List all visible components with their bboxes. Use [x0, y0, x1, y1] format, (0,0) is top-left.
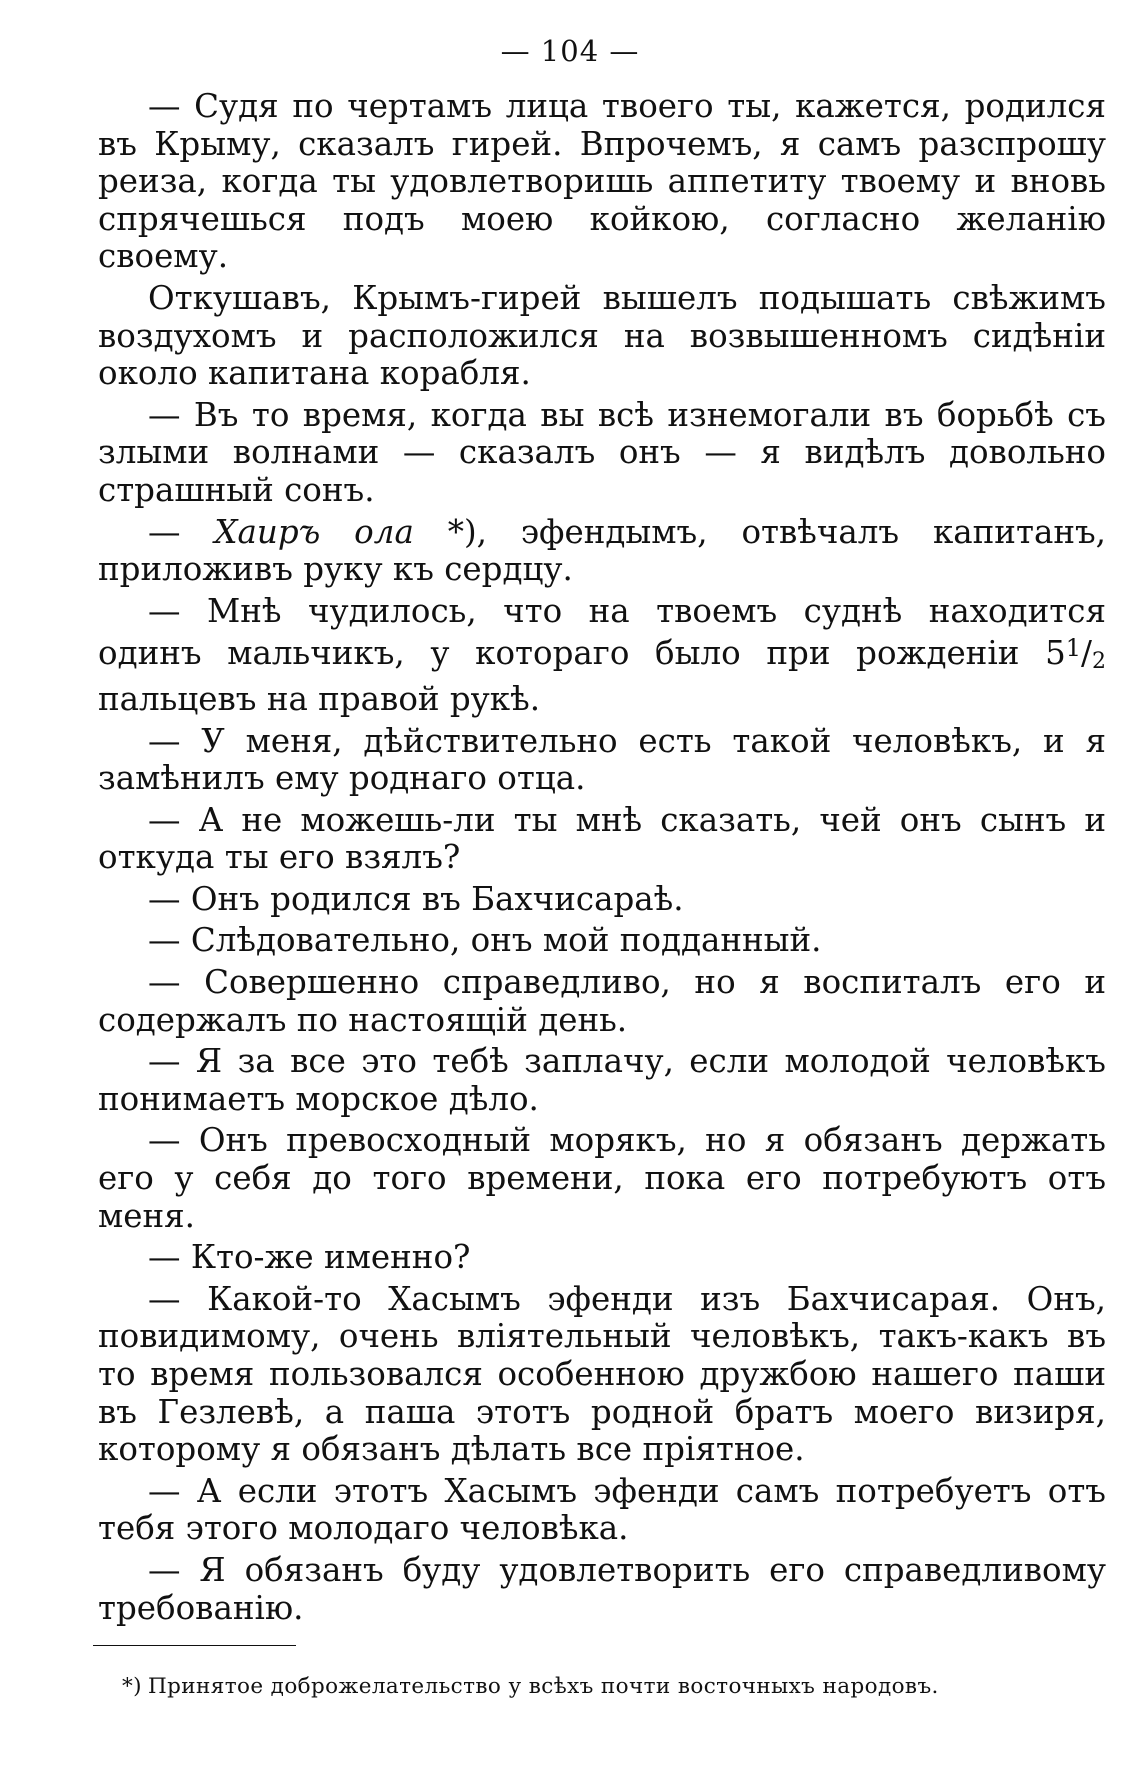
paragraph-6: — У меня, дѣйствительно есть такой человѣкъ, и я замѣнилъ ему роднаго отца.: [98, 721, 1106, 798]
paragraph-5-text: — Мнѣ чудилось, что на твоемъ суднѣ находится одинъ мальчикъ, у котораго было при рожденіи 5: [98, 591, 1106, 673]
paragraph-5: [98, 593, 1106, 719]
body-text: [98, 88, 1106, 1631]
paragraph-4-dash: —: [148, 512, 215, 551]
paragraph-8: — Онъ родился въ Бахчисараѣ.: [148, 879, 684, 918]
fraction-slash: /: [1081, 634, 1092, 673]
paragraph-10: — Совершенно справедливо, но я воспиталъ его и содержалъ по настоящій день.: [98, 963, 1106, 1039]
fraction-numerator: 1: [1065, 634, 1082, 663]
page-number: — 104 —: [500, 34, 640, 68]
paragraph-11: — Я за все это тебѣ заплачу, если молодой человѣкъ понимаетъ морское дѣло.: [98, 1042, 1106, 1118]
footnote-rule: [93, 1645, 296, 1646]
paragraph-12: — Онъ превосходный морякъ, но я обязанъ держать его у себя до того времени, пока его потребуютъ отъ меня.: [98, 1121, 1106, 1235]
paragraph-9: — Слѣдовательно, онъ мой подданный.: [148, 921, 822, 960]
paragraph-7: — А не можешь-ли ты мнѣ сказать, чей онъ сынъ и откуда ты его взялъ?: [98, 800, 1106, 877]
paragraph-4: [98, 514, 1106, 589]
footnote-marker: *): [122, 1674, 142, 1699]
paragraph-14: — Какой-то Хасымъ эфенди изъ Бахчисарая. Онъ, повидимому, очень вліятельный человѣкъ, такъ-какъ въ то время пользовался особенною дружбою нашего паши въ Гезлевѣ, а паша этотъ родной братъ моего визиря, которому я обязанъ дѣлать все пріятное.: [98, 1279, 1106, 1469]
paragraph-1: — Судя по чертамъ лица твоего ты, кажется, родился въ Крыму, сказалъ гирей. Впрочемъ, я самъ разспрошу реиза, когда ты удовлетворишь аппетиту твоему и вновь спрячешься подъ моею койкою, согласно желанію своему.: [98, 87, 1106, 276]
paragraph-5-tail: пальцевъ на правой рукѣ.: [98, 679, 541, 718]
paragraph-16: — Я обязанъ буду удовлетворить его справедливому требованію.: [98, 1550, 1106, 1627]
paragraph-4-rest: *), эфендымъ, отвѣчалъ капитанъ, приложивъ руку къ сердцу.: [98, 512, 1106, 589]
footnote-text: Принятое доброжелательство у всѣхъ почти восточныхъ народовъ.: [147, 1674, 939, 1699]
paragraph-4-italic-phrase: Хаиръ ола: [214, 512, 414, 551]
fraction-denominator: 2: [1092, 649, 1106, 675]
paragraph-13: — Кто-же именно?: [148, 1238, 471, 1277]
paragraph-2: Откушавъ, Крымъ-гирей вышелъ подышать свѣжимъ воздухомъ и расположился на возвышенномъ сидѣніи около капитана корабля.: [98, 278, 1106, 393]
paragraph-3: — Въ то время, когда вы всѣ изнемогали въ борьбѣ съ злыми волнами — сказалъ онъ — я видѣлъ довольно страшный сонъ.: [98, 395, 1106, 509]
footnote: [122, 1674, 1102, 1700]
paragraph-15: — А если этотъ Хасымъ эфенди самъ потребуетъ отъ тебя этого молодаго человѣка.: [98, 1471, 1106, 1548]
